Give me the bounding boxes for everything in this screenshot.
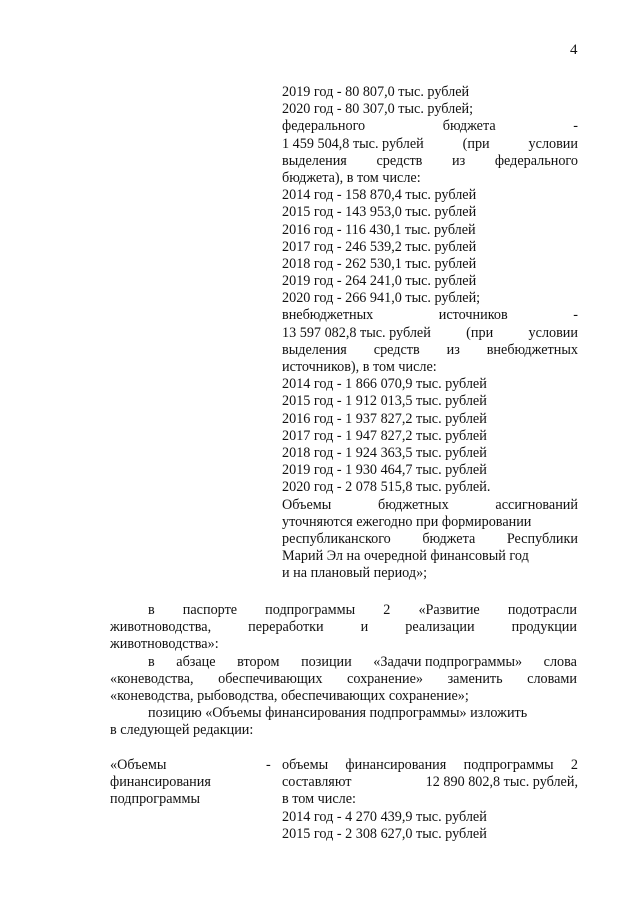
word: из	[452, 152, 466, 169]
word: выделения	[282, 341, 347, 358]
word: 2	[570, 757, 578, 773]
word: республиканского	[282, 530, 391, 547]
word: слова	[543, 653, 577, 670]
word: «Развитие	[418, 602, 480, 618]
paragraph-line: «коневодства, рыбоводства, обеспечивающих сохранение»;	[110, 687, 469, 704]
table-dash: -	[266, 757, 271, 773]
word: словами	[527, 670, 577, 687]
year-line: 2018 год - 262 530,1 тыс. рублей	[282, 255, 477, 272]
table-right-cell	[282, 757, 578, 843]
word: внебюджетных	[486, 341, 578, 358]
word: -	[573, 307, 578, 324]
word: выделения	[282, 152, 347, 169]
word: подотрасли	[507, 602, 577, 618]
year-line: 2020 год - 2 078 515,8 тыс. рублей.	[282, 479, 491, 496]
note-line: и на плановый период»;	[282, 565, 428, 582]
word: из	[446, 341, 460, 358]
paragraph-line	[110, 654, 577, 671]
federal-amount-line	[282, 136, 578, 153]
extra-header-line	[282, 307, 578, 324]
financing-column	[282, 84, 578, 582]
body-paragraphs	[110, 602, 577, 740]
word: обеспечивающих	[218, 670, 323, 687]
year-line: 2015 год - 1 912 013,5 тыс. рублей	[282, 393, 487, 410]
year-line: 2019 год - 264 241,0 тыс. рублей	[282, 273, 477, 290]
federal-condition-line	[282, 153, 578, 170]
financing-table	[0, 757, 640, 847]
word: «коневодства,	[110, 670, 194, 687]
year-line: 2014 год - 4 270 439,9 тыс. рублей	[282, 808, 487, 825]
word: Объемы	[282, 496, 332, 513]
paragraph-line: в следующей редакции:	[110, 722, 254, 739]
word: внебюджетных	[282, 307, 374, 324]
word: составляют	[282, 774, 352, 791]
word: ассигнований	[495, 496, 578, 513]
word: и	[360, 619, 369, 636]
word: (при	[462, 135, 490, 152]
year-line: 2019 год - 80 807,0 тыс. рублей	[282, 84, 470, 100]
word: подпрограммы	[265, 602, 356, 618]
page-number: 4	[570, 42, 578, 58]
word: втором	[237, 653, 280, 670]
year-line: 2017 год - 1 947 827,2 тыс. рублей	[282, 427, 487, 444]
word: паспорте	[182, 602, 238, 618]
word: бюджетных	[378, 496, 449, 513]
word: реализации	[405, 619, 475, 636]
word: объемы	[282, 757, 329, 773]
year-line: 2014 год - 1 866 070,9 тыс. рублей	[282, 376, 487, 393]
word: 2	[383, 602, 391, 618]
federal-condition-end: бюджета), в том числе:	[282, 169, 421, 186]
year-line: 2018 год - 1 924 363,5 тыс. рублей	[282, 444, 487, 461]
note-line: уточняются ежегодно при формировании	[282, 513, 532, 530]
year-line: 2014 год - 158 870,4 тыс. рублей	[282, 187, 477, 204]
word: абзаце	[176, 653, 216, 670]
word: средств	[373, 341, 420, 358]
word: животноводства,	[110, 619, 212, 636]
word: позиции	[301, 653, 352, 670]
word: финансирования	[345, 757, 447, 773]
word: бюджета	[422, 530, 476, 547]
table-left-line: финансирования	[110, 774, 211, 791]
word: 1 459 504,8 тыс. рублей	[282, 135, 424, 152]
note-line	[282, 531, 578, 548]
word: переработки	[248, 619, 324, 636]
table-right-line	[282, 757, 578, 774]
extra-amount-line	[282, 325, 578, 342]
word: условии	[528, 135, 578, 152]
extra-condition-end: источников), в том числе:	[282, 359, 437, 375]
note-line	[282, 497, 578, 514]
word: 13 597 082,8 тыс. рублей	[282, 324, 431, 341]
year-line: 2015 год - 143 953,0 тыс. рублей	[282, 204, 477, 221]
paragraph-line	[110, 619, 577, 636]
word: «Задачи подпрограммы»	[373, 653, 523, 670]
year-line: 2015 год - 2 308 627,0 тыс. рублей	[282, 825, 487, 842]
table-left-line: «Объемы	[110, 757, 167, 773]
word: (при	[466, 324, 494, 341]
word: условии	[528, 324, 578, 341]
table-right-line	[282, 774, 578, 791]
word: 12 890 802,8 тыс. рублей,	[425, 774, 578, 791]
federal-header-line	[282, 118, 578, 135]
word: федерального	[494, 152, 578, 169]
word: продукции	[511, 619, 577, 636]
note-line: Марий Эл на очередной финансовый год	[282, 548, 529, 565]
word: источников	[438, 307, 508, 324]
year-line: 2017 год - 246 539,2 тыс. рублей	[282, 238, 477, 255]
table-left-cell	[110, 757, 260, 809]
year-line: 2020 год - 80 307,0 тыс. рублей;	[282, 101, 474, 118]
word: заменить	[447, 670, 503, 687]
word: Республики	[506, 530, 578, 547]
word: -	[573, 118, 578, 135]
paragraph-line	[110, 671, 577, 688]
paragraph-line	[110, 602, 577, 619]
paragraph-line: животноводства»:	[110, 636, 219, 653]
word: бюджета	[442, 118, 496, 135]
table-left-line: подпрограммы	[110, 791, 200, 808]
word: в	[148, 653, 155, 670]
word: в	[148, 602, 155, 618]
year-line: 2019 год - 1 930 464,7 тыс. рублей	[282, 462, 487, 479]
extra-condition-line	[282, 342, 578, 359]
table-right-line: в том числе:	[282, 791, 356, 808]
word: сохранение»	[347, 670, 424, 687]
year-line: 2016 год - 116 430,1 тыс. рублей	[282, 221, 476, 238]
word: средств	[376, 152, 423, 169]
word: федерального	[282, 118, 366, 135]
year-line: 2016 год - 1 937 827,2 тыс. рублей	[282, 410, 487, 427]
word: подпрограммы	[463, 757, 554, 773]
paragraph-line: позицию «Объемы финансирования подпрограммы» изложить	[148, 705, 528, 722]
year-line: 2020 год - 266 941,0 тыс. рублей;	[282, 290, 481, 307]
